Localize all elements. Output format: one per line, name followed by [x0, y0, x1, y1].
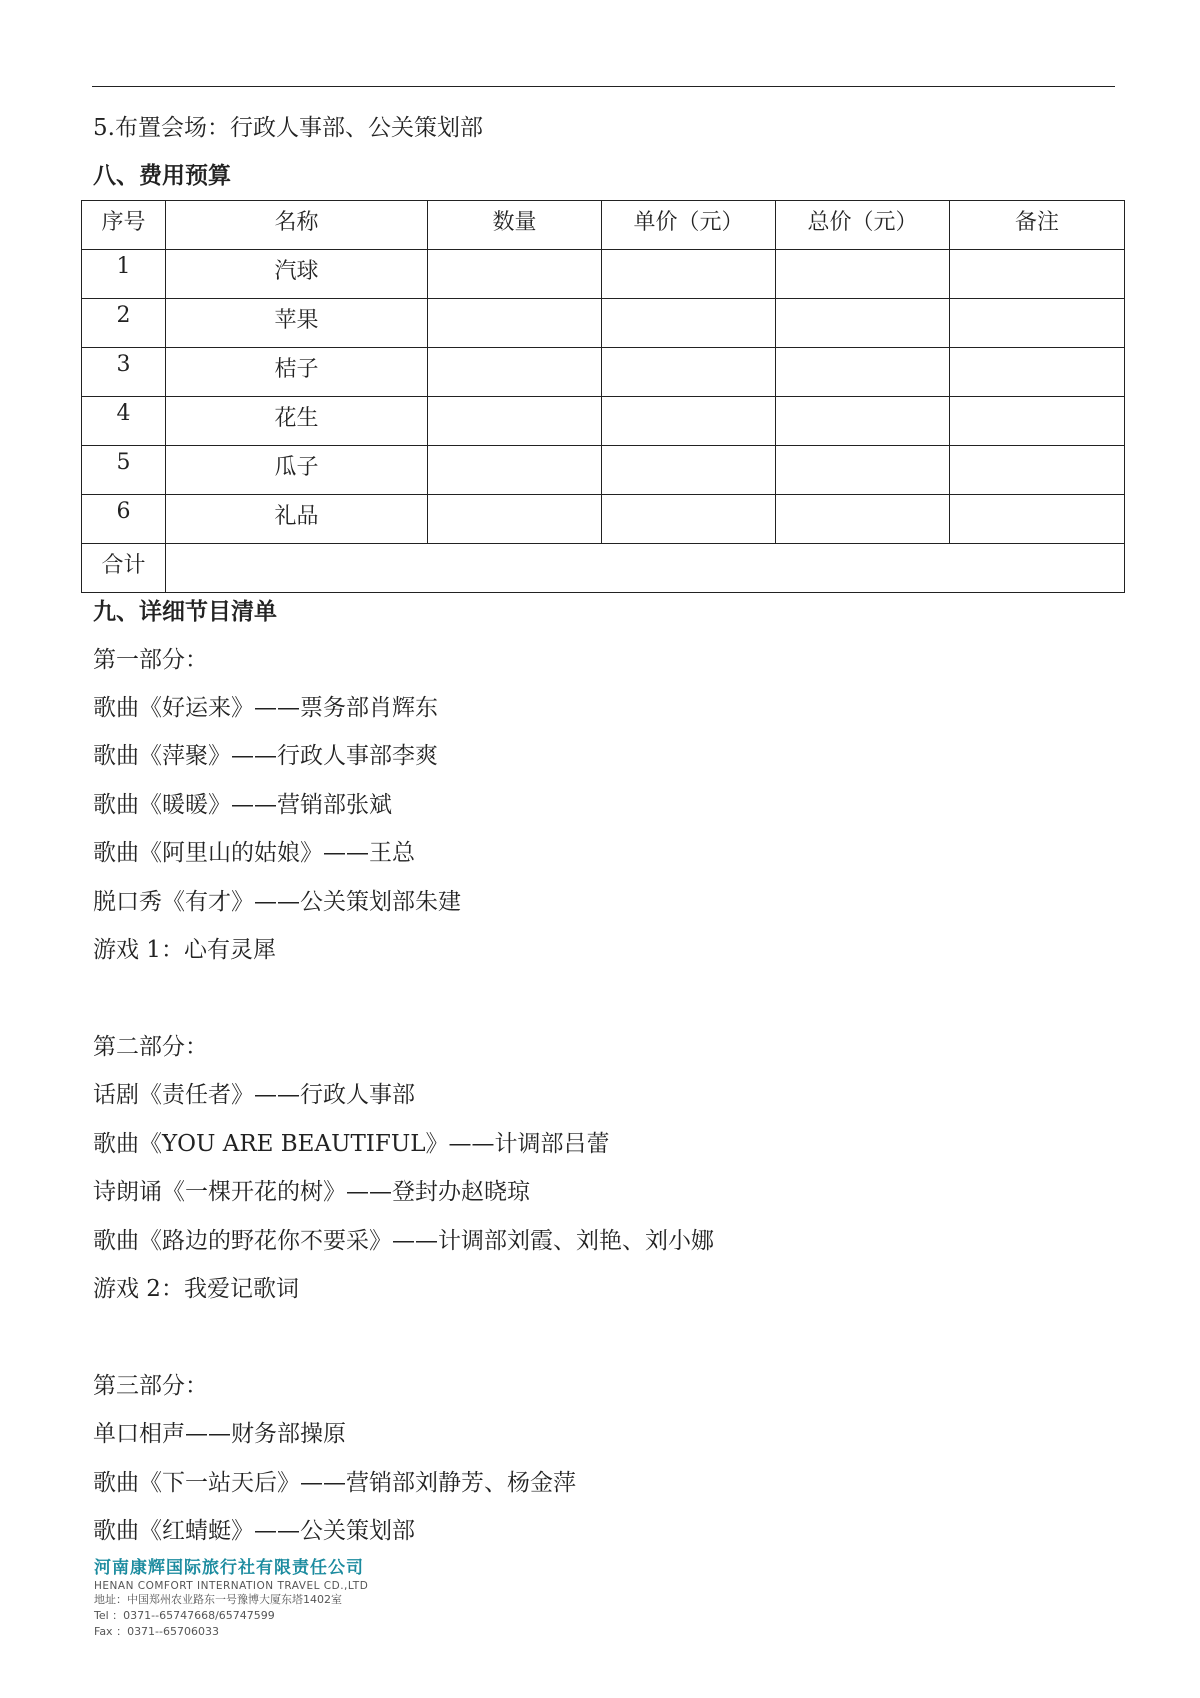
budget-heading: 八、费用预算 [93, 163, 231, 189]
row-remark-cell [950, 250, 1125, 299]
col-header-qty: 数量 [428, 201, 602, 250]
row-total-cell [776, 250, 950, 299]
part1-title: 第一部分： [93, 647, 208, 673]
list-item: 歌曲《路边的野花你不要采》——计调部刘霞、刘艳、刘小娜 [93, 1228, 714, 1254]
row-qty-cell [428, 299, 602, 348]
row-unit-price-cell [602, 495, 776, 544]
list-item: 歌曲《好运来》——票务部肖辉东 [93, 695, 438, 721]
col-header-unit-price: 单价（元） [602, 201, 776, 250]
row-item-name: 瓜子 [166, 446, 428, 495]
row-number: 2 [82, 299, 166, 348]
company-address: 地址：中国郑州农业路东一号豫博大厦东塔1402室 [94, 1593, 342, 1606]
list-item: 歌曲《YOU ARE BEAUTIFUL》——计调部吕蕾 [93, 1131, 610, 1157]
table-row [82, 495, 1125, 544]
table-row [82, 250, 1125, 299]
list-item: 游戏 2：我爱记歌词 [93, 1276, 299, 1302]
list-item: 脱口秀《有才》——公关策划部朱建 [93, 889, 461, 915]
row-total-cell [776, 397, 950, 446]
row-item-name: 花生 [166, 397, 428, 446]
row-item-name: 桔子 [166, 348, 428, 397]
list-item: 单口相声——财务部操原 [93, 1421, 346, 1447]
table-total-row [82, 544, 1125, 593]
program-heading: 九、详细节目清单 [93, 599, 277, 625]
row-unit-price-cell [602, 250, 776, 299]
company-fax: Fax ：0371--65706033 [94, 1625, 219, 1638]
row-unit-price-cell [602, 348, 776, 397]
table-header-row [82, 201, 1125, 250]
list-item: 歌曲《暖暖》——营销部张斌 [93, 792, 392, 818]
row-number: 1 [82, 250, 166, 299]
row-total-cell [776, 446, 950, 495]
row-qty-cell [428, 397, 602, 446]
row-remark-cell [950, 299, 1125, 348]
list-item: 歌曲《红蜻蜓》——公关策划部 [93, 1518, 415, 1544]
table-row [82, 348, 1125, 397]
part3-title: 第三部分： [93, 1373, 208, 1399]
row-remark-cell [950, 495, 1125, 544]
row-qty-cell [428, 495, 602, 544]
row-total-cell [776, 299, 950, 348]
row-number: 6 [82, 495, 166, 544]
col-header-remark: 备注 [950, 201, 1125, 250]
col-header-total-price: 总价（元） [776, 201, 950, 250]
row-remark-cell [950, 348, 1125, 397]
list-item: 歌曲《下一站天后》——营销部刘静芳、杨金萍 [93, 1470, 576, 1496]
list-item: 话剧《责任者》——行政人事部 [93, 1082, 415, 1108]
row-item-name: 苹果 [166, 299, 428, 348]
table-row [82, 397, 1125, 446]
table-row [82, 446, 1125, 495]
table-row [82, 299, 1125, 348]
total-value-cell [166, 544, 1125, 593]
list-item: 歌曲《阿里山的姑娘》——王总 [93, 840, 415, 866]
company-tel: Tel ：0371--65747668/65747599 [94, 1609, 275, 1622]
part2-title: 第二部分： [93, 1034, 208, 1060]
row-number: 4 [82, 397, 166, 446]
row-qty-cell [428, 250, 602, 299]
row-remark-cell [950, 446, 1125, 495]
row-unit-price-cell [602, 397, 776, 446]
row-item-name: 汽球 [166, 250, 428, 299]
row-total-cell [776, 495, 950, 544]
row-remark-cell [950, 397, 1125, 446]
list-item: 歌曲《萍聚》——行政人事部李爽 [93, 743, 438, 769]
row-item-name: 礼品 [166, 495, 428, 544]
list-item: 游戏 1：心有灵犀 [93, 937, 276, 963]
row-number: 5 [82, 446, 166, 495]
list-item: 诗朗诵《一棵开花的树》——登封办赵晓琼 [93, 1179, 530, 1205]
row-unit-price-cell [602, 446, 776, 495]
row-qty-cell [428, 446, 602, 495]
row-number: 3 [82, 348, 166, 397]
row-total-cell [776, 348, 950, 397]
row-qty-cell [428, 348, 602, 397]
company-name-en: HENAN COMFORT INTERNATION TRAVEL CD.,LTD [94, 1580, 369, 1592]
col-header-no: 序号 [82, 201, 166, 250]
company-name-cn: 河南康辉国际旅行社有限责任公司 [94, 1558, 364, 1578]
company-footer [94, 1553, 368, 1640]
header-rule [92, 86, 1115, 87]
setup-line: 5.布置会场：行政人事部、公关策划部 [93, 115, 483, 141]
row-unit-price-cell [602, 299, 776, 348]
budget-table [81, 200, 1125, 593]
total-label: 合计 [82, 544, 166, 593]
col-header-name: 名称 [166, 201, 428, 250]
